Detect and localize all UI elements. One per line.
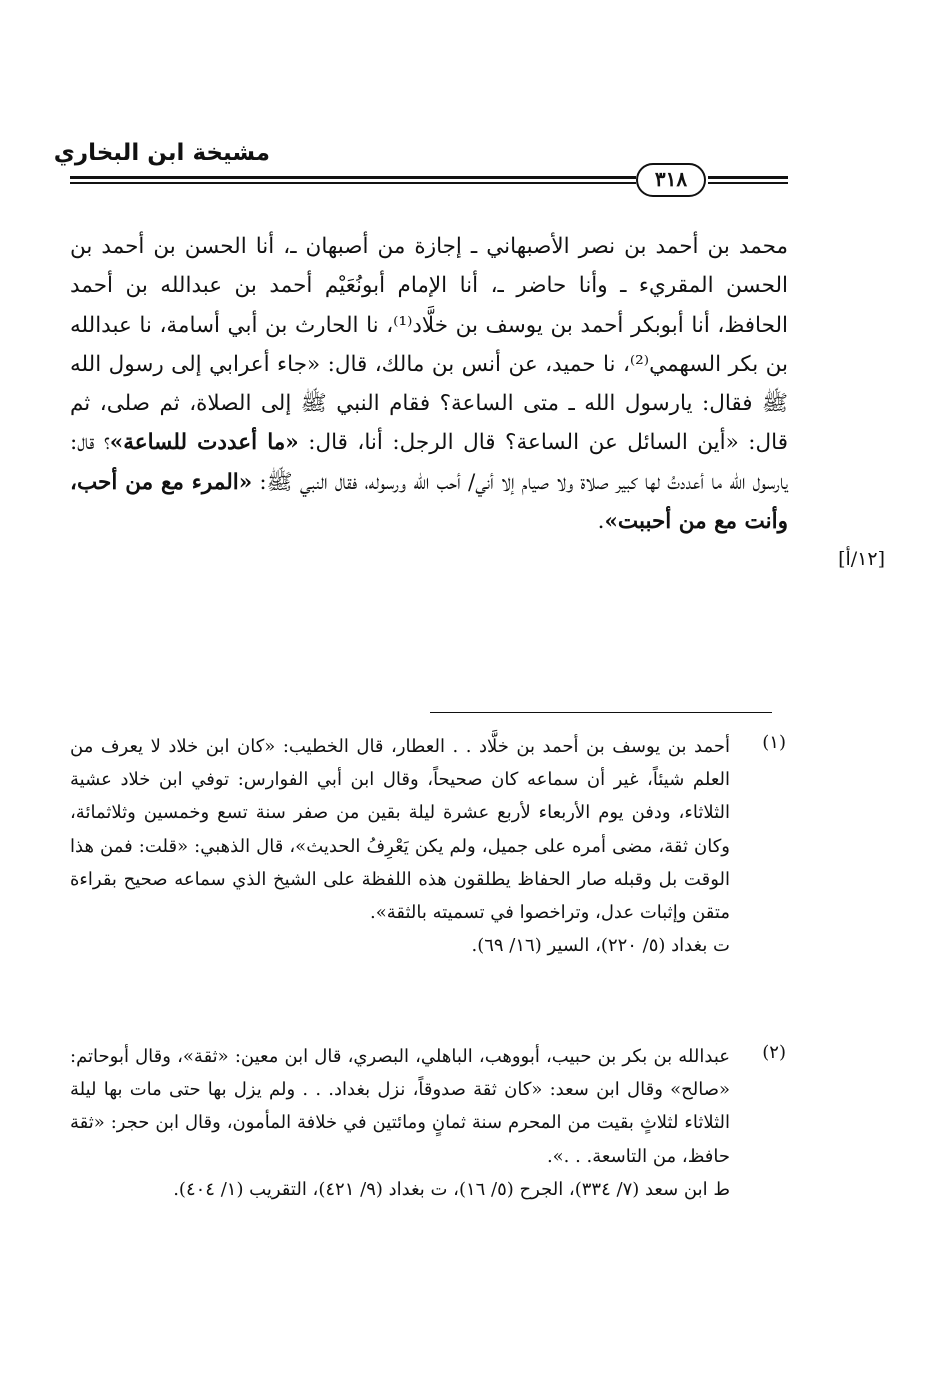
footnote-number: (١) [762, 732, 786, 753]
header-rule-thin [70, 182, 636, 184]
page-number: ٣١٨ [636, 163, 706, 197]
header-rule-right-thin [708, 182, 788, 184]
hadith-paragraph [70, 227, 788, 541]
footnote-2 [70, 1040, 730, 1206]
paragraph-text: محمد بن أحمد بن نصر الأصبهاني ـ إجازة من أصبهان ـ، أنا الحسن بن أحمد بن الحسن المقريء ـ وأنا حاضر ـ، أنا الإمام أبونُعَيْم أحمد بن عبدالله بن أحمد الحافظ، أنا أبوبكر أحمد بن يوسف بن خلَّاد⁽¹⁾، نا الحارث بن أبي أسامة، نا عبدالله بن بكر السهمي⁽²⁾، نا حميد، عن أنس بن مالك، قال: «جاء أعرابي إلى رسول الله ﷺ فقال: يارسول الله ـ متى الساعة؟ فقام النبي ﷺ إلى الصلاة، ثم صلى، ثم قال: «أين السائل عن الساعة؟ قال الرجل: أنا، قال: [70, 234, 788, 456]
footnote-number: (٢) [762, 1042, 786, 1063]
manuscript-folio-marker: [١٢/أ] [838, 548, 885, 570]
bold-quote: «المرء مع من أحب، وأنت مع من أحببت» [70, 469, 788, 535]
paragraph-end: . [597, 509, 605, 535]
running-header-title: مشيخة ابن البخاري [53, 140, 270, 166]
header-rule [70, 176, 636, 179]
bold-quote: «ما أعددت للساعة» [109, 430, 299, 456]
footnote-separator [430, 712, 772, 713]
main-text [70, 227, 788, 541]
footnote-text: أحمد بن يوسف بن أحمد بن خلَّاد . . العطار، قال الخطيب: «كان ابن خلاد لا يعرف من العلم شيئاً، غير أن سماعه كان صحيحاً، وقال ابن أبي الفوارس: توفي ابن خلاد عشية الثلاثاء، ودفن يوم الأربعاء لأربع عشرة ليلة بقين من صفر سنة تسع وخمسين وثلاثمائة، وكان ثقة، مضى أمره على جميل، ولم يكن يَعْرِفُ الحديث»، قال الذهبي: «قلت: فمن هذا الوقت بل وقبله صار الحفاظ يطلقون هذه اللفظة على الشيخ الذي سماعه صحيح بقراءة متقن وإثبات عدل، وتراخصوا في تسميته بالثقة». [70, 736, 730, 924]
footnote-references: ط ابن سعد (٧/ ٣٣٤)، الجرح (٥/ ١٦)، ت بغداد (٩/ ٤٢١)، التقريب (١/ ٤٠٤). [173, 1178, 730, 1200]
footnote-1 [70, 730, 730, 962]
footnote-references: ت بغداد (٥/ ٢٢٠)، السير (١٦/ ٦٩). [471, 935, 730, 957]
paragraph-text: ؟ قال: يارسول الله ما أعددتُ لها كبير صلاة ولا صيام إلا أني/ أحب الله ورسوله، فقال النبي ﷺ: [70, 430, 788, 495]
footnote-text: عبدالله بن بكر بن حبيب، أبووهب، الباهلي، البصري، قال ابن معين: «ثقة»، وقال أبوحاتم: «صالح» وقال ابن سعد: «كان ثقة صدوقاً، نزل بغداد. . . ولم يزل بها حتى مات بها ليلة الثلاثاء لثلاثٍ بقيت من المحرم سنة ثمانٍ ومائتين في خلافة المأمون، وقال ابن حجر: «ثقة حافظ، من التاسعة. . .». [70, 1046, 730, 1167]
header-rule-right [708, 176, 788, 179]
